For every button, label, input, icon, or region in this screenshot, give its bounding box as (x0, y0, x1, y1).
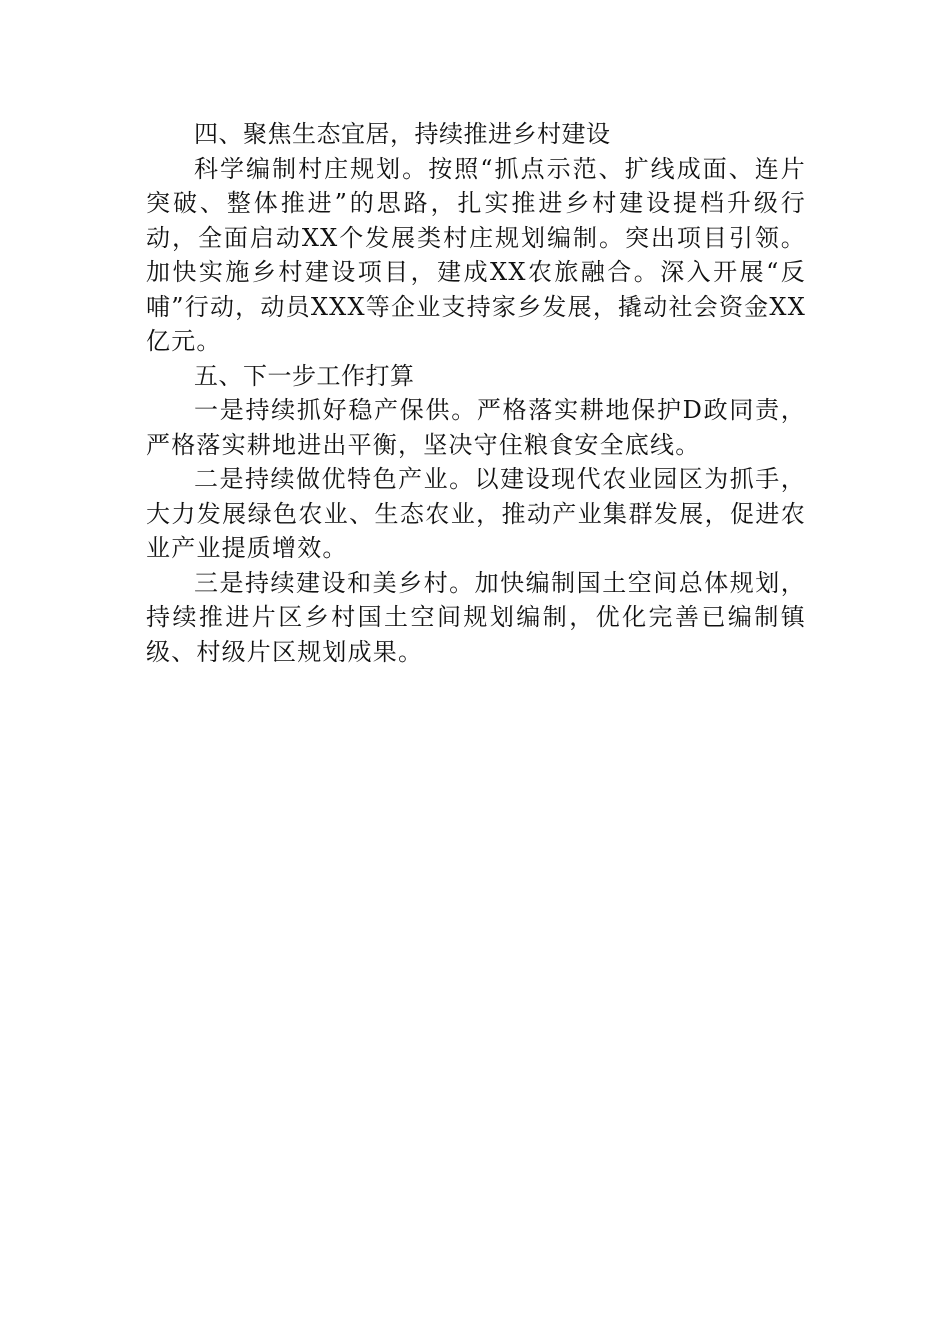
section-4-paragraph-1: 科学编制村庄规划。按照“抓点示范、扩线成面、连片突破、整体推进”的思路，扎实推进乡村建设提档升级行动，全面启动XX个发展类村庄规划编制。突出项目引领。加快实施乡村建设项目，建成XX农旅融合。深入开展“反哺”行动，动员XXX等企业支持家乡发展，撬动社会资金XX亿元。 (146, 154, 806, 355)
document-body (146, 117, 806, 669)
section-5-paragraph-3: 三是持续建设和美乡村。加快编制国土空间总体规划，持续推进片区乡村国土空间规划编制，优化完善已编制镇级、村级片区规划成果。 (146, 568, 806, 666)
section-5-paragraph-2: 二是持续做优特色产业。以建设现代农业园区为抓手，大力发展绿色农业、生态农业，推动产业集群发展，促进农业产业提质增效。 (146, 465, 806, 562)
section-heading-5: 五、下一步工作打算 (194, 361, 415, 390)
section-heading-4: 四、聚焦生态宜居，持续推进乡村建设 (194, 120, 611, 148)
section-5-paragraph-1: 一是持续抓好稳产保供。严格落实耕地保护D政同责，严格落实耕地进出平衡，坚决守住粮食安全底线。 (146, 396, 806, 459)
